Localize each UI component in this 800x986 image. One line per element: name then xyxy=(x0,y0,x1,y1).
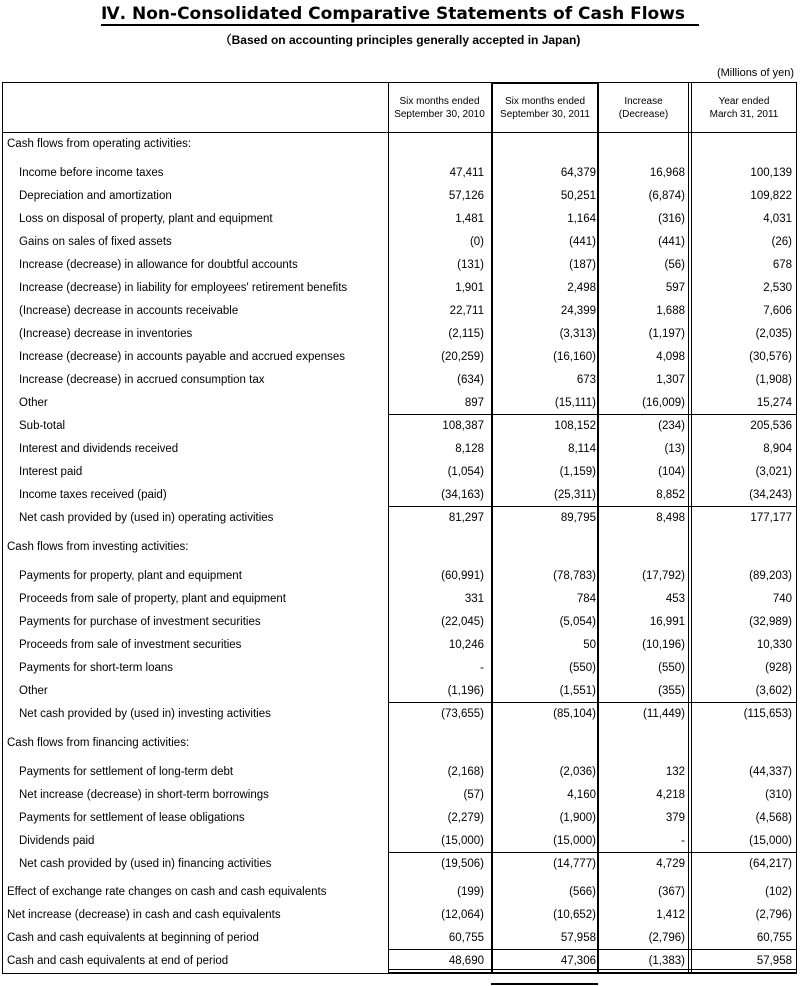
row-label: Increase (decrease) in accounts payable and accrued expenses xyxy=(19,351,346,363)
table-row xyxy=(0,784,800,807)
row-value: 108,387 xyxy=(442,420,484,432)
row-value: 8,498 xyxy=(656,512,685,524)
row-value: 740 xyxy=(772,593,792,605)
table-row xyxy=(0,438,800,461)
row-value: (15,000) xyxy=(441,835,484,847)
row-label: Net increase (decrease) in cash and cash equivalents xyxy=(7,909,281,921)
table-row xyxy=(0,853,800,876)
row-value: 784 xyxy=(576,593,596,605)
row-value: (199) xyxy=(457,886,484,898)
units-note: (Millions of yen) xyxy=(716,67,794,79)
row-value: (85,104) xyxy=(553,708,596,720)
row-value: 4,098 xyxy=(656,351,685,363)
row-value: (1,054) xyxy=(447,466,484,478)
table-row xyxy=(0,162,800,185)
row-value: (34,243) xyxy=(749,489,792,501)
row-value: (1,908) xyxy=(755,374,792,386)
row-value: 177,177 xyxy=(750,512,792,524)
row-label: Interest and dividends received xyxy=(19,443,179,455)
row-label: Proceeds from sale of property, plant and equipment xyxy=(19,593,286,605)
row-value: (550) xyxy=(569,662,596,674)
row-label: Cash and cash equivalents at end of period xyxy=(7,955,229,967)
row-value: 24,399 xyxy=(560,305,596,317)
row-value: (25,311) xyxy=(554,489,596,501)
row-value: (104) xyxy=(658,466,685,478)
table-row xyxy=(0,346,800,369)
row-value: 57,958 xyxy=(560,932,596,944)
row-value: (1,900) xyxy=(559,812,596,824)
row-value: (17,792) xyxy=(642,570,685,582)
table-row xyxy=(0,634,800,657)
row-value: (20,259) xyxy=(441,351,484,363)
row-value: 1,307 xyxy=(656,374,685,386)
row-label: Interest paid xyxy=(19,466,83,478)
row-label: Payments for property, plant and equipment xyxy=(19,570,242,582)
row-label: Increase (decrease) in liability for employees' retirement benefits xyxy=(19,282,348,294)
row-value: (14,777) xyxy=(553,858,596,870)
row-value: (3,313) xyxy=(559,328,596,340)
row-value: 60,755 xyxy=(448,932,484,944)
row-value: (16,160) xyxy=(553,351,596,363)
row-value: (316) xyxy=(658,213,685,225)
row-value: (64,217) xyxy=(749,858,792,870)
row-label: Other xyxy=(19,685,48,697)
row-label: Cash flows from investing activities: xyxy=(7,541,189,553)
row-value: 2,530 xyxy=(763,282,792,294)
total-double-rule xyxy=(388,972,797,973)
statement-subtitle: （Based on accounting principles generally accepted in Japan) xyxy=(219,33,581,47)
row-value: (355) xyxy=(658,685,685,697)
table-row xyxy=(0,392,800,415)
table-row xyxy=(0,588,800,611)
table-row xyxy=(0,254,800,277)
table-row xyxy=(0,277,800,300)
row-value: 15,274 xyxy=(756,397,792,409)
row-value: 678 xyxy=(772,259,792,271)
row-value: (10,196) xyxy=(642,639,685,651)
row-value: 22,711 xyxy=(449,305,484,317)
row-label: Depreciation and amortization xyxy=(19,190,172,202)
subtotal-rule xyxy=(388,702,797,703)
row-value: 16,991 xyxy=(649,616,685,628)
row-value: 4,729 xyxy=(656,858,685,870)
row-value: (13) xyxy=(664,443,685,455)
table-row xyxy=(0,484,800,507)
row-value: (11,449) xyxy=(643,708,685,720)
row-label: (Increase) decrease in inventories xyxy=(19,328,193,340)
row-value: (441) xyxy=(658,236,685,248)
row-value: (30,576) xyxy=(749,351,792,363)
row-value: (2,168) xyxy=(447,766,484,778)
row-value: (3,021) xyxy=(755,466,792,478)
row-value: (3,602) xyxy=(755,685,792,697)
highlight-column-top xyxy=(491,82,598,84)
row-value: (1,383) xyxy=(648,955,685,967)
row-value: 379 xyxy=(665,812,685,824)
row-label: Payments for short-term loans xyxy=(19,662,174,674)
row-value: 4,160 xyxy=(567,789,596,801)
row-label: Loss on disposal of property, plant and equipment xyxy=(19,213,273,225)
row-label: Net cash provided by (used in) investing activities xyxy=(19,708,271,720)
row-label: Net cash provided by (used in) operating activities xyxy=(19,512,274,524)
row-value: (2,796) xyxy=(648,932,685,944)
row-value: 1,412 xyxy=(656,909,685,921)
row-label: Cash and cash equivalents at beginning of period xyxy=(7,932,259,944)
table-row xyxy=(0,323,800,346)
row-value: 1,164 xyxy=(567,213,596,225)
row-value: (16,009) xyxy=(642,397,685,409)
table-row xyxy=(0,133,800,156)
row-value: 48,690 xyxy=(448,955,484,967)
row-value: (102) xyxy=(765,886,792,898)
table-row xyxy=(0,415,800,438)
row-value: 673 xyxy=(576,374,596,386)
row-value: (441) xyxy=(569,236,596,248)
table-row xyxy=(0,208,800,231)
subtotal-rule xyxy=(388,414,797,415)
row-value: (32,989) xyxy=(749,616,792,628)
row-value: (115,653) xyxy=(743,708,792,720)
table-row xyxy=(0,881,800,904)
table-row xyxy=(0,300,800,323)
table-row xyxy=(0,904,800,927)
row-value: 205,536 xyxy=(750,420,792,432)
row-label: Payments for settlement of lease obligations xyxy=(19,812,245,824)
row-label: Cash flows from operating activities: xyxy=(7,138,192,150)
row-value: 7,606 xyxy=(763,305,792,317)
row-value: (10,652) xyxy=(553,909,596,921)
row-label: Payments for settlement of long-term debt xyxy=(19,766,234,778)
table-row xyxy=(0,703,800,726)
row-value: 47,306 xyxy=(560,955,596,967)
statement-title: Ⅳ. Non-Consolidated Comparative Statements of Cash Flows xyxy=(0,4,800,26)
row-label: Other xyxy=(19,397,48,409)
highlight-column-bottom xyxy=(491,983,598,985)
row-value: (15,000) xyxy=(749,835,792,847)
row-value: (5,054) xyxy=(559,616,596,628)
row-value: - xyxy=(681,835,685,847)
row-value: (928) xyxy=(765,662,792,674)
row-value: (550) xyxy=(658,662,685,674)
row-value: (78,783) xyxy=(553,570,596,582)
row-label: Effect of exchange rate changes on cash and cash equivalents xyxy=(7,886,327,898)
table-row xyxy=(0,185,800,208)
row-value: (367) xyxy=(658,886,685,898)
subtotal-rule xyxy=(388,506,797,507)
row-value: 108,152 xyxy=(554,420,596,432)
row-value: (2,796) xyxy=(755,909,792,921)
row-value: (60,991) xyxy=(441,570,484,582)
table-row xyxy=(0,369,800,392)
row-value: 109,822 xyxy=(750,190,792,202)
row-value: (310) xyxy=(765,789,792,801)
row-value: 50 xyxy=(583,639,596,651)
table-row xyxy=(0,680,800,703)
column-header-2011: Six months ended September 30, 2011 xyxy=(500,96,590,120)
row-value: 1,481 xyxy=(455,213,484,225)
row-value: 897 xyxy=(464,397,484,409)
table-row xyxy=(0,657,800,680)
row-label: Payments for purchase of investment securities xyxy=(19,616,261,628)
row-value: 57,958 xyxy=(756,955,792,967)
table-row xyxy=(0,507,800,530)
table-row xyxy=(0,461,800,484)
row-label: Increase (decrease) in accrued consumption tax xyxy=(19,374,265,386)
total-double-rule xyxy=(388,969,797,970)
table-row xyxy=(0,927,800,950)
column-header-year: Year ended March 31, 2011 xyxy=(709,96,779,120)
table-row xyxy=(0,761,800,784)
row-label: Income before income taxes xyxy=(19,167,164,179)
row-label: (Increase) decrease in accounts receivable xyxy=(19,305,239,317)
row-value: (2,036) xyxy=(559,766,596,778)
row-value: 4,031 xyxy=(763,213,792,225)
row-value: (22,045) xyxy=(441,616,484,628)
column-header-2010: Six months ended September 30, 2010 xyxy=(394,96,485,120)
row-value: 60,755 xyxy=(756,932,792,944)
row-label: Net increase (decrease) in short-term borrowings xyxy=(19,789,269,801)
row-value: 453 xyxy=(665,593,685,605)
table-row xyxy=(0,732,800,755)
row-value: 2,498 xyxy=(567,282,596,294)
row-value: (89,203) xyxy=(749,570,792,582)
row-label: Increase (decrease) in allowance for doubtful accounts xyxy=(19,259,298,271)
row-label: Cash flows from financing activities: xyxy=(7,737,190,749)
row-value: 47,411 xyxy=(449,167,484,179)
row-value: (1,551) xyxy=(559,685,596,697)
row-value: 8,128 xyxy=(455,443,484,455)
row-value: (234) xyxy=(658,420,685,432)
row-value: (1,159) xyxy=(559,466,596,478)
table-row xyxy=(0,231,800,254)
row-value: (56) xyxy=(664,259,685,271)
row-value: 10,330 xyxy=(756,639,792,651)
table-row xyxy=(0,611,800,634)
row-value: 331 xyxy=(464,593,484,605)
table-row xyxy=(0,565,800,588)
row-value: 64,379 xyxy=(560,167,596,179)
table-row xyxy=(0,830,800,853)
column-header-change: Increase (Decrease) xyxy=(618,96,669,120)
row-value: (566) xyxy=(569,886,596,898)
total-rule xyxy=(388,949,797,950)
row-value: (187) xyxy=(569,259,596,271)
row-value: 8,904 xyxy=(763,443,792,455)
row-label: Gains on sales of fixed assets xyxy=(19,236,172,248)
row-value: (0) xyxy=(469,236,484,248)
table-row xyxy=(0,807,800,830)
row-value: 4,218 xyxy=(656,789,685,801)
row-value: 81,297 xyxy=(448,512,484,524)
row-value: (15,000) xyxy=(553,835,596,847)
row-value: 597 xyxy=(665,282,685,294)
row-value: (4,568) xyxy=(755,812,792,824)
row-value: 89,795 xyxy=(560,512,596,524)
row-value: (73,655) xyxy=(441,708,484,720)
row-value: 1,688 xyxy=(656,305,685,317)
row-value: (15,111) xyxy=(554,397,596,409)
table-row xyxy=(0,536,800,559)
row-value: (44,337) xyxy=(749,766,792,778)
row-value: (6,874) xyxy=(648,190,685,202)
row-value: 57,126 xyxy=(448,190,484,202)
row-value: (1,197) xyxy=(648,328,685,340)
row-value: (1,196) xyxy=(447,685,484,697)
row-value: (634) xyxy=(457,374,484,386)
row-value: (131) xyxy=(457,259,484,271)
row-value: - xyxy=(480,662,484,674)
row-value: 100,139 xyxy=(750,167,792,179)
row-label: Sub-total xyxy=(19,420,66,432)
subtotal-rule xyxy=(388,852,797,853)
row-value: 8,114 xyxy=(568,443,596,455)
row-label: Net cash provided by (used in) financing activities xyxy=(19,858,272,870)
row-value: 10,246 xyxy=(448,639,484,651)
row-value: (26) xyxy=(771,236,792,248)
row-value: (34,163) xyxy=(441,489,484,501)
row-value: (19,506) xyxy=(441,858,484,870)
row-label: Income taxes received (paid) xyxy=(19,489,167,501)
row-value: (2,279) xyxy=(447,812,484,824)
row-value: 1,901 xyxy=(455,282,484,294)
row-label: Dividends paid xyxy=(19,835,95,847)
row-value: 50,251 xyxy=(560,190,596,202)
row-value: (57) xyxy=(463,789,484,801)
row-value: (12,064) xyxy=(441,909,484,921)
row-value: (2,035) xyxy=(755,328,792,340)
row-label: Proceeds from sale of investment securities xyxy=(19,639,242,651)
row-value: 16,968 xyxy=(649,167,685,179)
row-value: 8,852 xyxy=(656,489,685,501)
row-value: 132 xyxy=(665,766,685,778)
row-value: (2,115) xyxy=(448,328,484,340)
